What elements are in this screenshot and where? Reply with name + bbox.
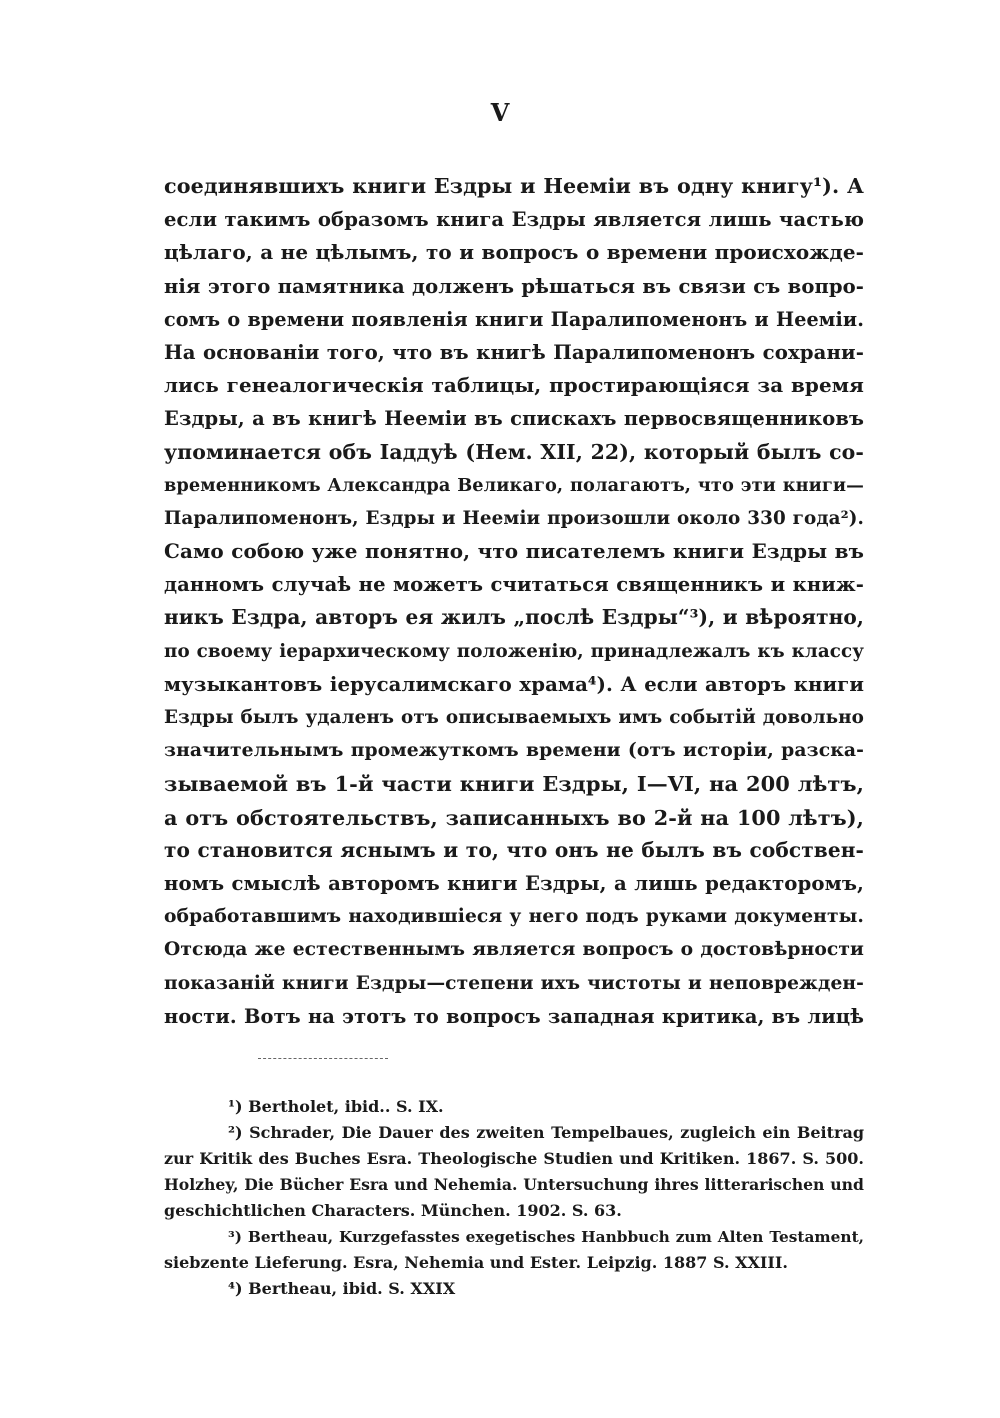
body-line: лись генеалогическiя таблицы, простирающiяся за время — [164, 373, 864, 398]
body-line: данномъ случаѣ не можетъ считаться священникъ и книж- — [164, 573, 864, 597]
page-number: V — [490, 98, 510, 127]
footnote-3-line: ³) Bertheau, Kurzgefasstes exegetisches Hanbbuch zum Alten Testament, — [228, 1228, 864, 1246]
footnote-2-line: zur Kritik des Buches Esra. Theologische Studien und Kritiken. 1867. S. 500. — [164, 1149, 864, 1168]
body-line: а отъ обстоятельствъ, записанныхъ во 2-й на 100 лѣтъ), — [164, 804, 864, 830]
body-line: то становится яснымъ и то, что онъ не былъ въ собствен- — [164, 837, 864, 862]
body-line: Само собою уже понятно, что писателемъ книги Ездры въ — [164, 539, 864, 564]
body-line: Отсюда же естественнымъ является вопросъ о достовѣрности — [164, 938, 864, 961]
footnote-1: ¹) Bertholet, ibid.. S. IX. — [228, 1097, 444, 1116]
body-line: нiя этого памятника долженъ рѣшаться въ связи съ вопро- — [164, 274, 864, 298]
body-line: по своему iерархическому положенiю, принадлежалъ къ классу — [164, 640, 864, 662]
body-line: показанiй книги Ездры—степени ихъ чистоты и неповрежден- — [164, 972, 864, 994]
footnote-2-line: ²) Schrader, Die Dauer des zweiten Tempelbaues, zugleich ein Beitrag — [228, 1123, 864, 1142]
body-line: На основанiи того, что въ книгѣ Паралипоменонъ сохрани- — [164, 340, 864, 364]
footnote-separator — [258, 1058, 388, 1059]
body-line: сомъ о времени появленiя книги Паралипоменонъ и Неемiи. — [164, 307, 864, 331]
body-line: музыкантовъ iерусалимскаго храма⁴). А если авторъ книги — [164, 672, 864, 696]
body-line: Ездры былъ удаленъ отъ описываемыхъ имъ событiй довольно — [164, 707, 864, 728]
body-line: зываемой въ 1-й части книги Ездры, I—VI, на 200 лѣтъ, — [164, 771, 864, 797]
body-line: обработавшимъ находившiеся у него подъ руками документы. — [164, 905, 864, 928]
footnote-2-line: geschichtlichen Characters. München. 1902. S. 63. — [164, 1201, 622, 1220]
body-line: Паралипоменонъ, Ездры и Неемiи произошли около 330 года²). — [164, 507, 864, 529]
footnote-3-line: siebzente Lieferung. Esra, Nehemia und Ester. Leipzig. 1887 S. XXIII. — [164, 1253, 788, 1272]
footnotes — [164, 1094, 864, 1302]
body-line: номъ смыслѣ авторомъ книги Ездры, а лишь редакторомъ, — [164, 871, 864, 895]
body-line: ности. Вотъ на этотъ то вопросъ западная критика, въ лицѣ — [164, 1004, 864, 1028]
footnote-2-line: Holzhey, Die Bücher Esra und Nehemia. Untersuchung ihres litterarischen und — [164, 1175, 864, 1194]
body-text — [164, 170, 864, 1033]
body-line: если такимъ образомъ книга Ездры является лишь частью — [164, 208, 864, 232]
body-line: Ездры, а въ книгѣ Неемiи въ спискахъ первосвященниковъ — [164, 407, 864, 431]
body-line: значительнымъ промежуткомъ времени (отъ исторiи, разска- — [164, 739, 864, 762]
body-line: никъ Ездра, авторъ ея жилъ „послѣ Ездры“³), и вѣроятно, — [164, 605, 864, 630]
body-line: соединявшихъ книги Ездры и Неемiи въ одну книгу¹). А — [164, 174, 864, 198]
body-line: цѣлаго, а не цѣлымъ, то и вопросъ о времени происхожде- — [164, 240, 864, 265]
body-line: упоминается объ Iаддуѣ (Нем. XII, 22), который былъ со- — [164, 439, 864, 464]
footnote-4: ⁴) Bertheau, ibid. S. XXIX — [228, 1279, 456, 1298]
body-line: временникомъ Александра Великаго, полагаютъ, что эти книги— — [164, 474, 864, 496]
